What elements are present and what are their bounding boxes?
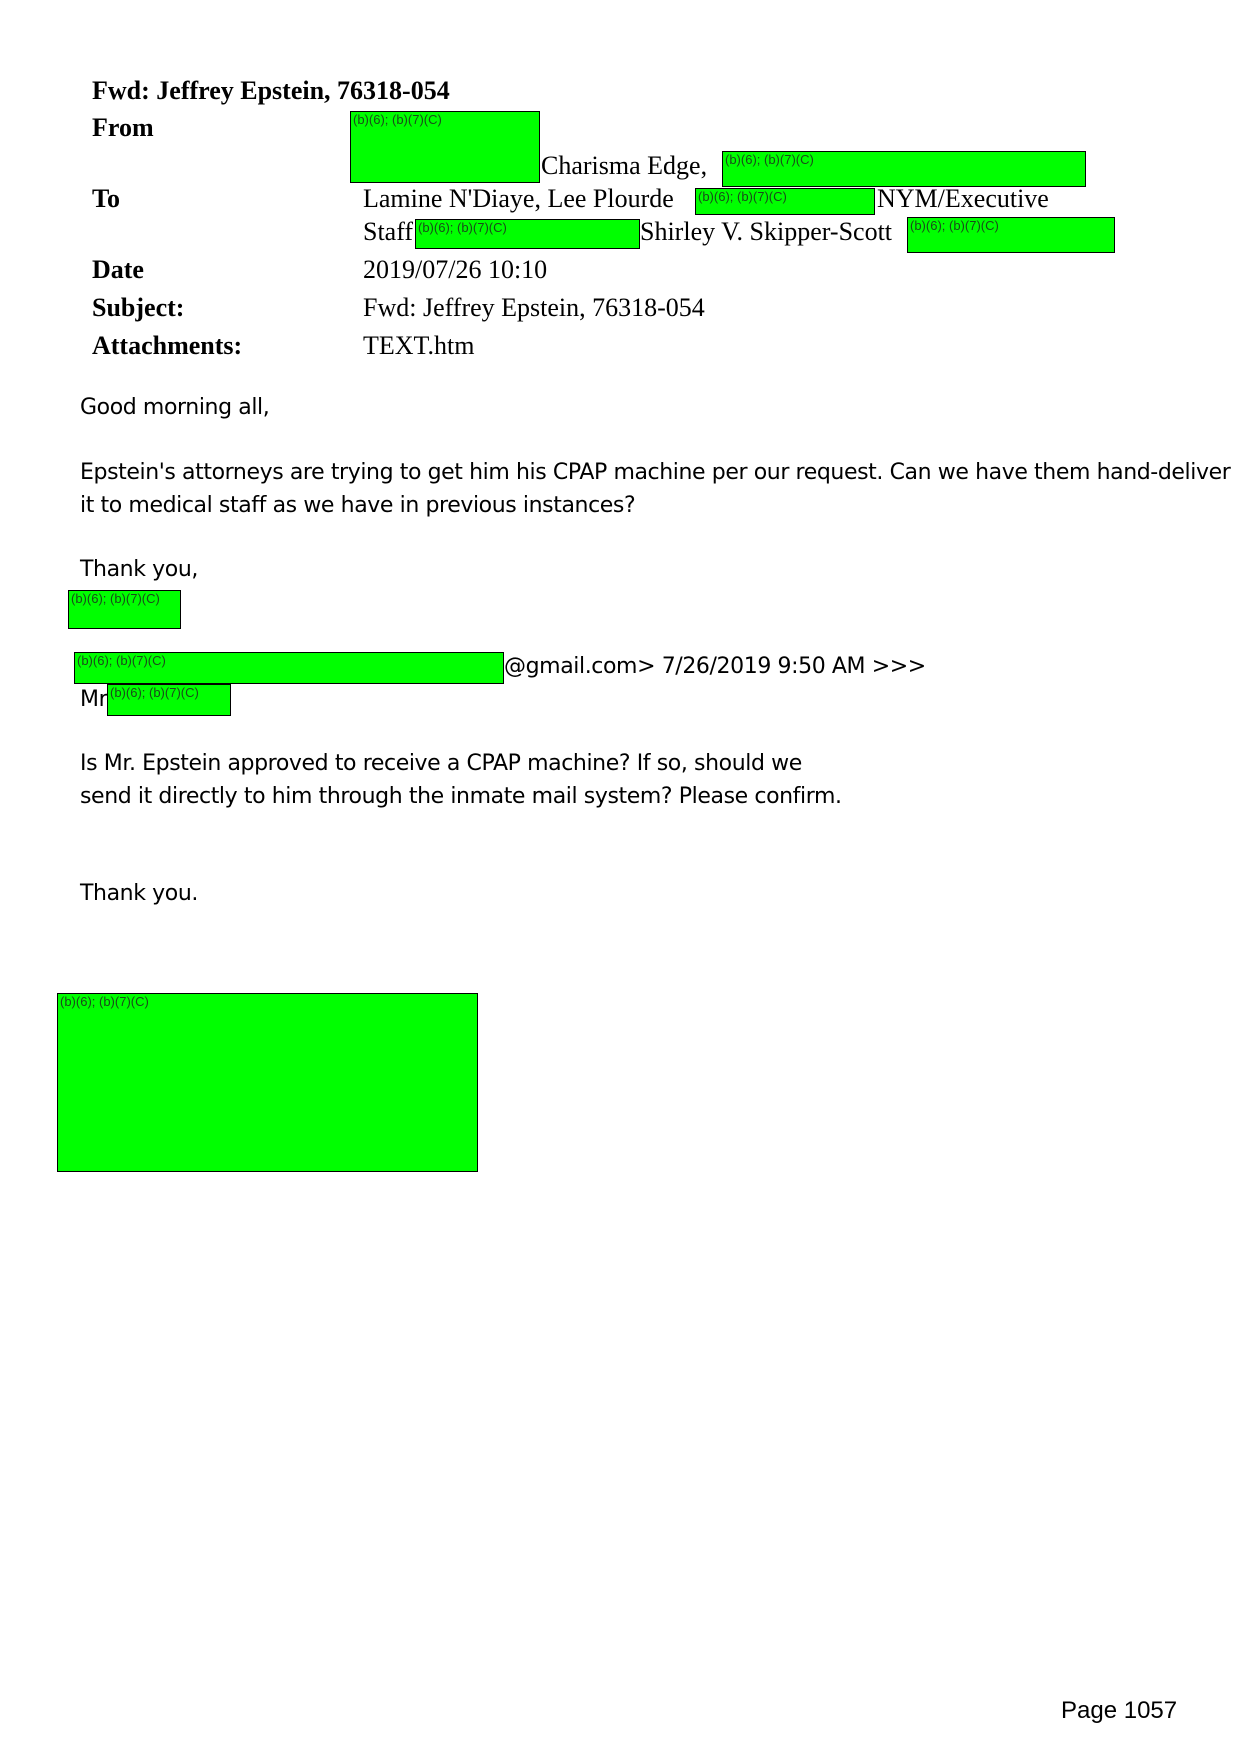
from-value: Charisma Edge,	[541, 151, 708, 180]
salutation: Mr	[80, 687, 108, 712]
attachments-label: Attachments:	[92, 331, 243, 360]
to-value-line1: Lamine N'Diaye, Lee Plourde	[363, 184, 674, 213]
closing-thanks: Thank you,	[80, 557, 198, 582]
from-label: From	[92, 113, 154, 142]
subject-label: Subject:	[92, 293, 185, 322]
attachments-value: TEXT.htm	[363, 331, 475, 360]
redaction-box: (b)(6); (b)(7)(C)	[722, 151, 1086, 187]
redaction-box: (b)(6); (b)(7)(C)	[107, 684, 231, 716]
page-number: Page 1057	[1061, 1697, 1178, 1724]
redaction-box: (b)(6); (b)(7)(C)	[695, 188, 875, 215]
body-paragraph-2-line-1: Is Mr. Epstein approved to receive a CPAP machine? If so, should we	[80, 751, 802, 776]
redaction-box: (b)(6); (b)(7)(C)	[415, 219, 640, 249]
body-paragraph-2-line-2: send it directly to him through the inmate mail system? Please confirm.	[80, 784, 842, 809]
closing-thanks-2: Thank you.	[80, 881, 198, 906]
to-value-line1-org: NYM/Executive	[877, 184, 1049, 213]
to-label: To	[92, 184, 120, 213]
date-value: 2019/07/26 10:10	[363, 255, 548, 284]
to-value-line2-name: Shirley V. Skipper-Scott	[640, 217, 893, 246]
redaction-box: (b)(6); (b)(7)(C)	[74, 652, 504, 684]
greeting: Good morning all,	[80, 395, 270, 420]
redaction-box: (b)(6); (b)(7)(C)	[350, 111, 540, 183]
email-title: Fwd: Jeffrey Epstein, 76318-054	[92, 76, 450, 105]
to-value-line2: Staff	[363, 217, 414, 246]
forward-header-line: @gmail.com> 7/26/2019 9:50 AM >>>	[504, 654, 926, 679]
redaction-box: (b)(6); (b)(7)(C)	[68, 590, 181, 629]
body-paragraph-1-line-1: Epstein's attorneys are trying to get him his CPAP machine per our request. Can we have them hand-deliver	[80, 460, 1231, 485]
subject-value: Fwd: Jeffrey Epstein, 76318-054	[363, 293, 705, 322]
redaction-box: (b)(6); (b)(7)(C)	[907, 217, 1115, 253]
date-label: Date	[92, 255, 144, 284]
body-paragraph-1-line-2: it to medical staff as we have in previous instances?	[80, 493, 636, 518]
redaction-box: (b)(6); (b)(7)(C)	[57, 993, 478, 1172]
